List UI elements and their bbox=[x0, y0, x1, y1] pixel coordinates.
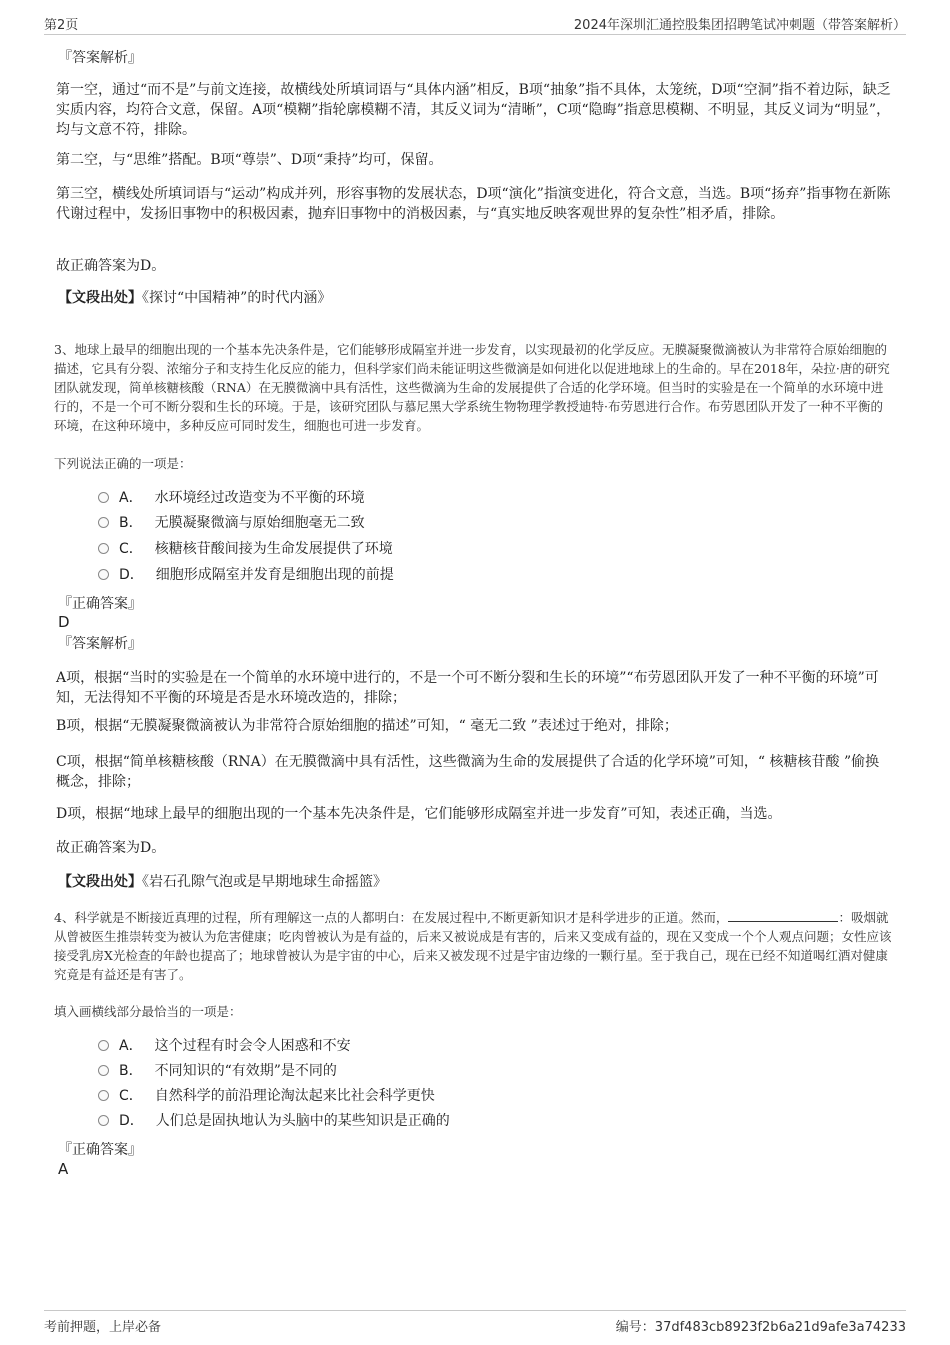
source-label: 【文段出处】 bbox=[58, 290, 142, 306]
question-3-option-a[interactable]: A． 水环境经过改造变为不平衡的环境 bbox=[98, 488, 365, 508]
correct-answer: D bbox=[58, 613, 70, 631]
correct-answer-label: 『正确答案』 bbox=[58, 596, 142, 612]
analysis-paragraph-3: 第三空，横线处所填词语与“运动”构成并列，形容事物的发展状态，D项“演化”指演变进化，符合文意，当选。B项“扬弃”指事物在新陈代谢过程中，发扬旧事物中的积极因素，抛弃旧事物中的消极因素，与“真实地反映客观世界的复杂性”相矛盾，排除。 bbox=[56, 186, 891, 222]
analysis-option-a: A项，根据“当时的实验是在一个简单的水环境中进行的，不是一个可不断分裂和生长的环境”“布劳恩团队开发了一种不平衡的环境”可知，无法得知不平衡的环境是否是水环境改造的，排除； bbox=[56, 670, 879, 706]
radio-icon[interactable] bbox=[98, 1115, 109, 1126]
page-footer bbox=[44, 1310, 906, 1335]
fill-blank bbox=[728, 909, 838, 922]
analysis-option-c: C项，根据“简单核糖核酸（RNA）在无膜微滴中具有活性，这些微滴为生命的发展提供了合适的化学环境”可知，“ 核糖核苷酸 ”偷换概念，排除； bbox=[56, 754, 880, 790]
source-citation bbox=[58, 872, 387, 892]
question-4-prompt: 填入画横线部分最恰当的一项是： bbox=[54, 1004, 242, 1019]
analysis-option-b: B项，根据“无膜凝聚微滴被认为非常符合原始细胞的描述”可知，“ 毫无二致 ”表述过于绝对，排除； bbox=[56, 718, 678, 734]
radio-icon[interactable] bbox=[98, 569, 109, 580]
page-number: 第2页 bbox=[44, 18, 79, 33]
question-3-prompt: 下列说法正确的一项是： bbox=[54, 456, 192, 471]
question-3-option-b[interactable]: B． 无膜凝聚微滴与原始细胞毫无二致 bbox=[98, 513, 365, 533]
analysis-option-d: D项，根据“地球上最早的细胞出现的一个基本先决条件是，它们能够形成隔室并进一步发育”可知，表述正确，当选。 bbox=[56, 806, 782, 822]
question-3-stem: 3、地球上最早的细胞出现的一个基本先决条件是，它们能够形成隔室并进一步发育，以实现最初的化学反应。无膜凝聚微滴被认为非常符合原始细胞的描述，它具有分裂、浓缩分子和支持生化反应的能力，但科学家们尚未能证明这些微滴是如何进化以促进地球上的生命的。早在2018年，朵拉·唐的研究团队就发现，简单核糖核酸（RNA）在无膜微滴中具有活性，这些微滴为生命的发展提供了合适的化学环境。但当时的实验是在一个简单的水环境中进行的，不是一个可不断分裂和生长的环境。于是，该研究团队与慕尼黑大学系统生物物理学教授迪特·布劳恩进行合作。布劳恩团队开发了一种不平衡的环境，在这种环境中，多种反应可同时发生，细胞也可进一步发育。 bbox=[54, 342, 890, 433]
page-header bbox=[44, 14, 906, 35]
question-4-option-d[interactable]: D． 人们总是固执地认为头脑中的某些知识是正确的 bbox=[98, 1111, 450, 1131]
source-label: 【文段出处】 bbox=[58, 874, 142, 890]
document-title: 2024年深圳汇通控股集团招聘笔试冲刺题（带答案解析） bbox=[573, 18, 906, 33]
analysis-conclusion: 故正确答案为D。 bbox=[56, 258, 166, 274]
question-3-option-d[interactable]: D． 细胞形成隔室并发育是细胞出现的前提 bbox=[98, 565, 394, 585]
analysis-paragraph-2: 第二空，与“思维”搭配。B项“尊崇”、D项“秉持”均可，保留。 bbox=[56, 152, 443, 168]
analysis-label: 『答案解析』 bbox=[58, 50, 142, 66]
radio-icon[interactable] bbox=[98, 1065, 109, 1076]
question-4-option-a[interactable]: A． 这个过程有时会令人困惑和不安 bbox=[98, 1036, 351, 1056]
source-title: 《岩石孔隙气泡或是早期地球生命摇篮》 bbox=[142, 874, 387, 890]
radio-icon[interactable] bbox=[98, 492, 109, 503]
source-title: 《探讨“中国精神”的时代内涵》 bbox=[142, 290, 332, 306]
source-citation bbox=[58, 288, 331, 308]
footer-slogan: 考前押题，上岸必备 bbox=[44, 1320, 162, 1335]
radio-icon[interactable] bbox=[98, 1090, 109, 1101]
question-4-option-c[interactable]: C． 自然科学的前沿理论淘汰起来比社会科学更快 bbox=[98, 1086, 435, 1106]
analysis-conclusion: 故正确答案为D。 bbox=[56, 840, 166, 856]
correct-answer-label: 『正确答案』 bbox=[58, 1142, 142, 1158]
correct-answer: A bbox=[58, 1160, 69, 1178]
radio-icon[interactable] bbox=[98, 1040, 109, 1051]
analysis-paragraph-1: 第一空，通过“而不是”与前文连接，故横线处所填词语与“具体内涵”相反，B项“抽象”指不具体，太笼统，D项“空洞”指不着边际，缺乏实质内容，均符合文意，保留。A项“模糊”指轮廓模糊不清，其反义词为“清晰”，C项“隐晦”指意思模糊、不明显，其反义词为“明显”，均与文意不符，排除。 bbox=[56, 82, 891, 138]
question-4-stem: 4、科学就是不断接近真理的过程，所有理解这一点的人都明白：在发展过程中,不断更新知识才是科学进步的正道。然而， ：吸烟就从曾被医生推崇转变为被认为危害健康；吃肉曾被认为是有益的，后来又被说成是有害的，后来又变成有益的，现在又变成一个个人观点问题；女性应该接受乳房X光检查的年龄也提高了；地球曾被认为是宇宙的中心，后来又被发现不过是宇宙边缘的一颗行星。至于我自己，现在已经不知道喝红酒对健康究竟是有益还是有害了。 bbox=[54, 910, 892, 982]
question-3-option-c[interactable]: C． 核糖核苷酸间接为生命发展提供了环境 bbox=[98, 539, 393, 559]
question-4-option-b[interactable]: B． 不同知识的“有效期”是不同的 bbox=[98, 1061, 337, 1081]
document-code: 编号：37df483cb8923f2b6a21d9afe3a74233 bbox=[615, 1320, 906, 1335]
radio-icon[interactable] bbox=[98, 543, 109, 554]
radio-icon[interactable] bbox=[98, 517, 109, 528]
analysis-label: 『答案解析』 bbox=[58, 636, 142, 652]
